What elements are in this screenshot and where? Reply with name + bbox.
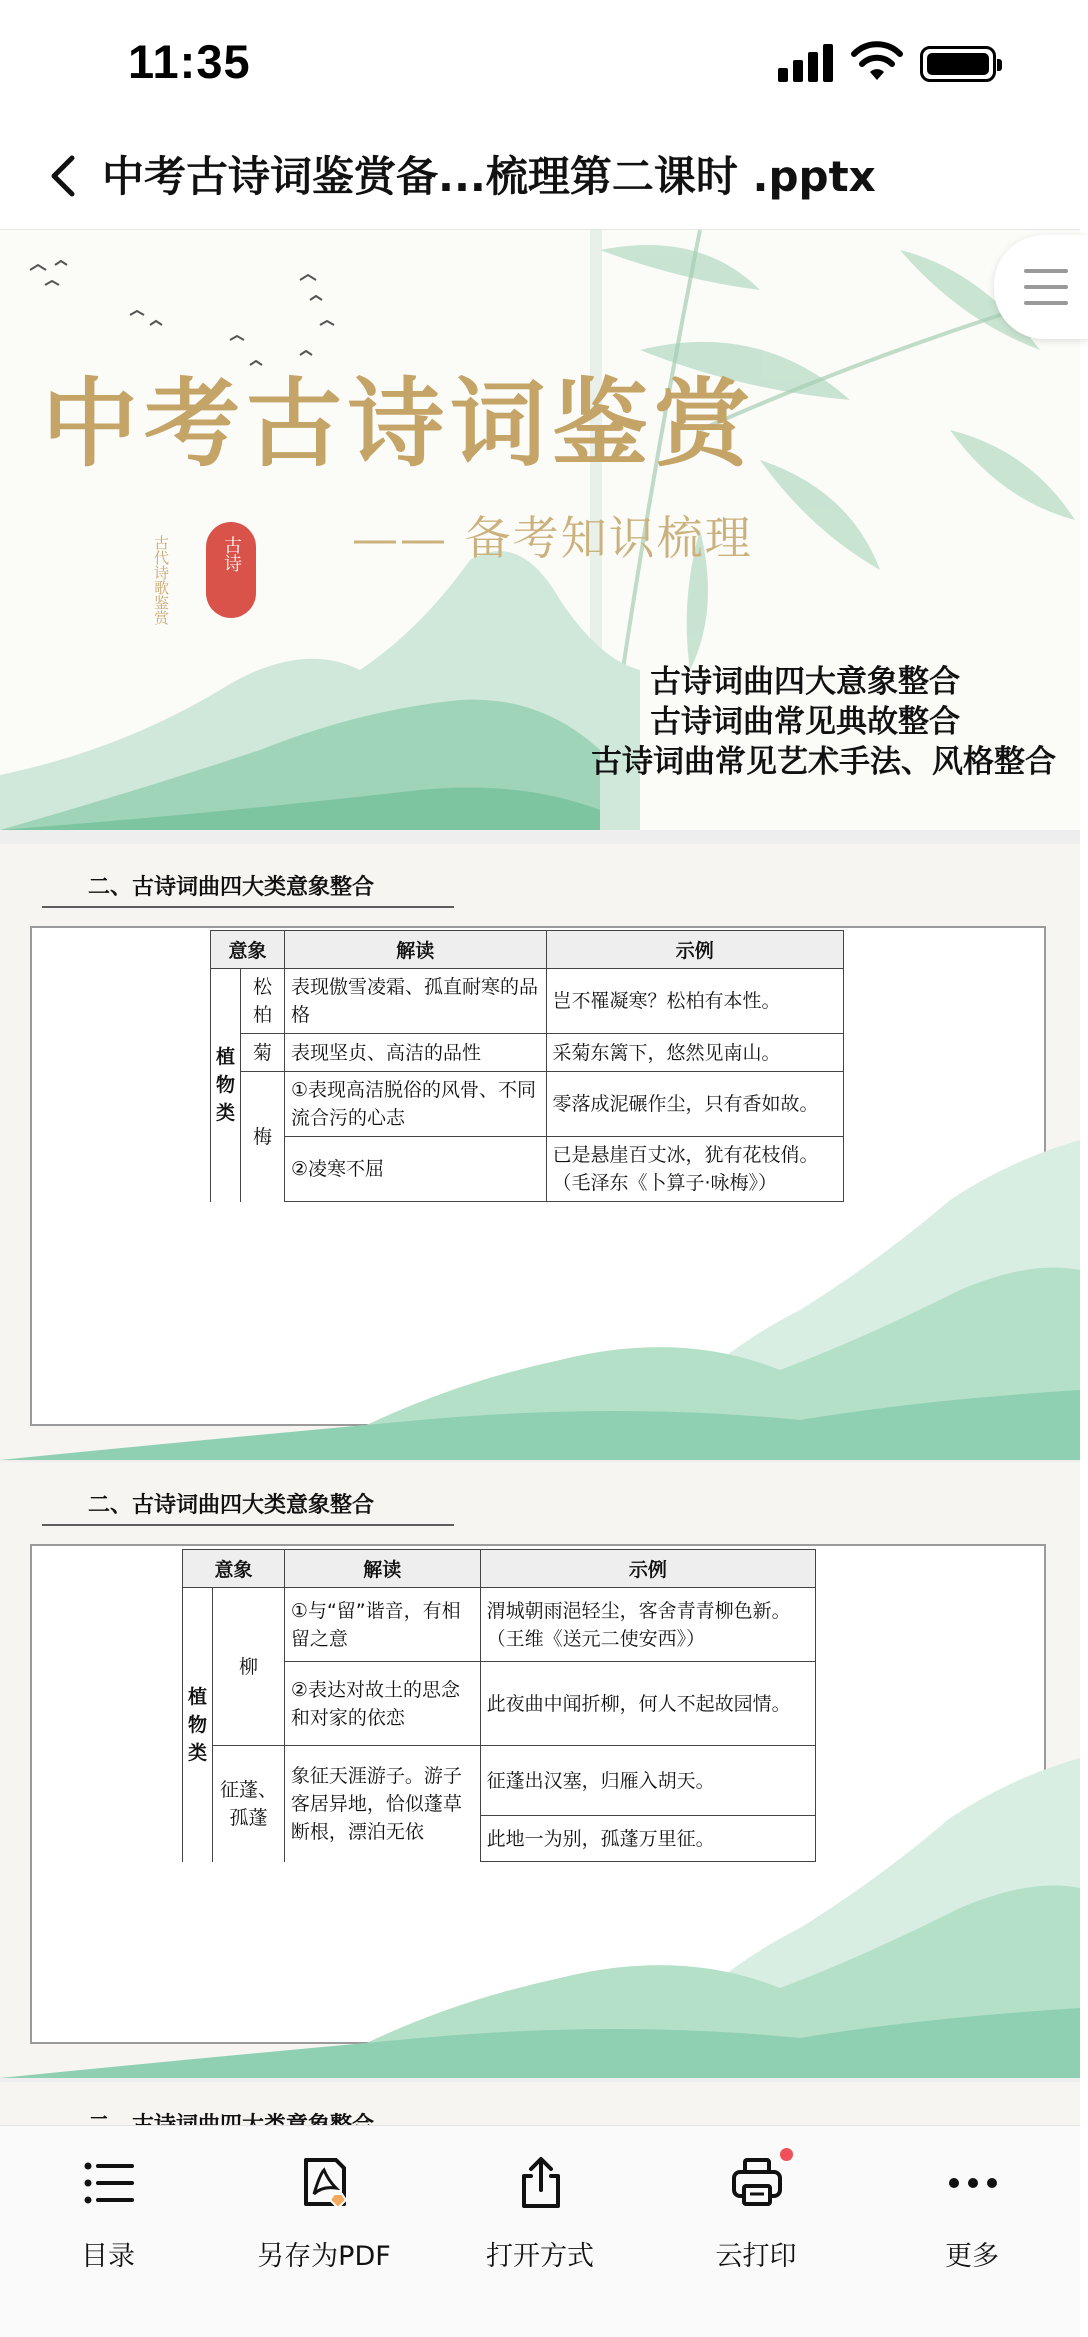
document-viewer[interactable] xyxy=(0,230,1080,2125)
example-cell: 此地一为别，孤蓬万里征。 xyxy=(480,1816,815,1862)
menu-line xyxy=(1024,269,1068,273)
menu-line xyxy=(1024,301,1068,305)
interpretation-cell: ①与“留”谐音，有相留之意 xyxy=(284,1588,480,1662)
toolbar-save-pdf-button[interactable] xyxy=(224,2140,424,2290)
slide-menu-button[interactable] xyxy=(994,235,1088,339)
printer-icon xyxy=(730,2156,784,2210)
header-example: 示例 xyxy=(546,931,844,969)
category-cell: 植物类 xyxy=(183,1588,213,1862)
imagery-table xyxy=(182,1549,816,1862)
pdf-icon xyxy=(298,2156,352,2210)
document-title: 中考古诗词鉴赏备...梳理第二课时 .pptx xyxy=(102,152,876,201)
more-icon xyxy=(946,2156,1000,2210)
slide-imagery-2 xyxy=(0,1462,1080,2078)
vertical-caption: 古代诗歌鉴赏 xyxy=(152,535,170,625)
topic-item: 古诗词曲常见典故整合 xyxy=(650,704,960,740)
category-cell: 植物类 xyxy=(211,969,241,1202)
share-icon xyxy=(514,2156,568,2210)
slide-title xyxy=(0,230,1080,830)
example-cell: 采菊东篱下，悠然见南山。 xyxy=(546,1034,844,1072)
cellular-signal-icon xyxy=(778,44,834,82)
example-cell: 零落成泥碾作尘，只有香如故。 xyxy=(546,1072,844,1137)
status-bar xyxy=(0,0,1080,124)
notification-dot xyxy=(780,2148,793,2161)
interpretation-cell: ②凌寒不屈 xyxy=(284,1137,546,1202)
slide-heading: 二、古诗词曲四大类意象整合 xyxy=(88,1493,375,1518)
toolbar-cloud-print-button[interactable] xyxy=(656,2140,856,2290)
imagery-cell: 菊 xyxy=(240,1034,284,1072)
toolbar-more-button[interactable] xyxy=(872,2140,1072,2290)
example-cell: 岂不罹凝寒？松柏有本性。 xyxy=(546,969,844,1034)
imagery-cell: 松柏 xyxy=(240,969,284,1034)
topic-list xyxy=(591,662,1056,782)
imagery-cell: 征蓬、孤蓬 xyxy=(212,1746,284,1862)
interpretation-cell: 象征天涯游子。游子客居异地，恰似蓬草断根，漂泊无依 xyxy=(284,1746,480,1862)
toolbar-label: 另存为PDF xyxy=(257,2241,391,2272)
seal-text: 古诗 xyxy=(221,536,242,572)
interpretation-cell: 表现坚贞、高洁的品性 xyxy=(284,1034,546,1072)
slide-imagery-1 xyxy=(0,844,1080,1460)
toolbar-contents-button[interactable] xyxy=(8,2140,208,2290)
example-cell: 此夜曲中闻折柳，何人不起故园情。 xyxy=(480,1662,815,1746)
header-interpretation: 解读 xyxy=(284,931,546,969)
status-time: 11:35 xyxy=(128,35,251,88)
interpretation-cell: ①表现高洁脱俗的风骨、不同流合污的心志 xyxy=(284,1072,546,1137)
header-imagery: 意象 xyxy=(183,1550,285,1588)
header-interpretation: 解读 xyxy=(284,1550,480,1588)
slide-main-title: 中考古诗词鉴赏 xyxy=(42,367,756,480)
list-icon xyxy=(82,2156,136,2210)
interpretation-cell: 表现傲雪凌霜、孤直耐寒的品格 xyxy=(284,969,546,1034)
toolbar-label: 目录 xyxy=(81,2241,135,2272)
menu-line xyxy=(1024,285,1068,289)
back-chevron-icon[interactable] xyxy=(36,146,96,206)
imagery-cell: 柳 xyxy=(212,1588,284,1746)
toolbar-open-with-button[interactable] xyxy=(440,2140,640,2290)
battery-icon xyxy=(920,46,996,82)
imagery-table xyxy=(210,930,844,1202)
example-cell: 征蓬出汉塞，归雁入胡天。 xyxy=(480,1746,815,1816)
topic-item: 古诗词曲四大意象整合 xyxy=(650,664,960,700)
example-cell: 已是悬崖百丈冰，犹有花枝俏。（毛泽东《卜算子·咏梅》） xyxy=(546,1137,844,1202)
imagery-cell: 梅 xyxy=(240,1072,284,1202)
header-example: 示例 xyxy=(480,1550,815,1588)
toolbar-label: 更多 xyxy=(945,2241,999,2272)
slide-heading: 二、古诗词曲四大类意象整合 xyxy=(88,875,375,900)
heading-divider xyxy=(42,1524,454,1526)
bottom-toolbar xyxy=(0,2125,1080,2337)
toolbar-label: 云打印 xyxy=(715,2241,797,2272)
heading-divider xyxy=(42,906,454,908)
nav-bar xyxy=(0,124,1080,230)
toolbar-label: 打开方式 xyxy=(486,2241,594,2272)
wifi-icon xyxy=(850,40,904,84)
interpretation-cell: ②表达对故土的思念和对家的依恋 xyxy=(284,1662,480,1746)
header-imagery: 意象 xyxy=(211,931,285,969)
topic-item: 古诗词曲常见艺术手法、风格整合 xyxy=(591,744,1056,780)
example-cell: 渭城朝雨浥轻尘，客舍青青柳色新。（王维《送元二使安西》） xyxy=(480,1588,815,1662)
slide-subtitle: —— 备考知识梳理 xyxy=(352,511,753,565)
seal-stamp xyxy=(206,522,256,618)
